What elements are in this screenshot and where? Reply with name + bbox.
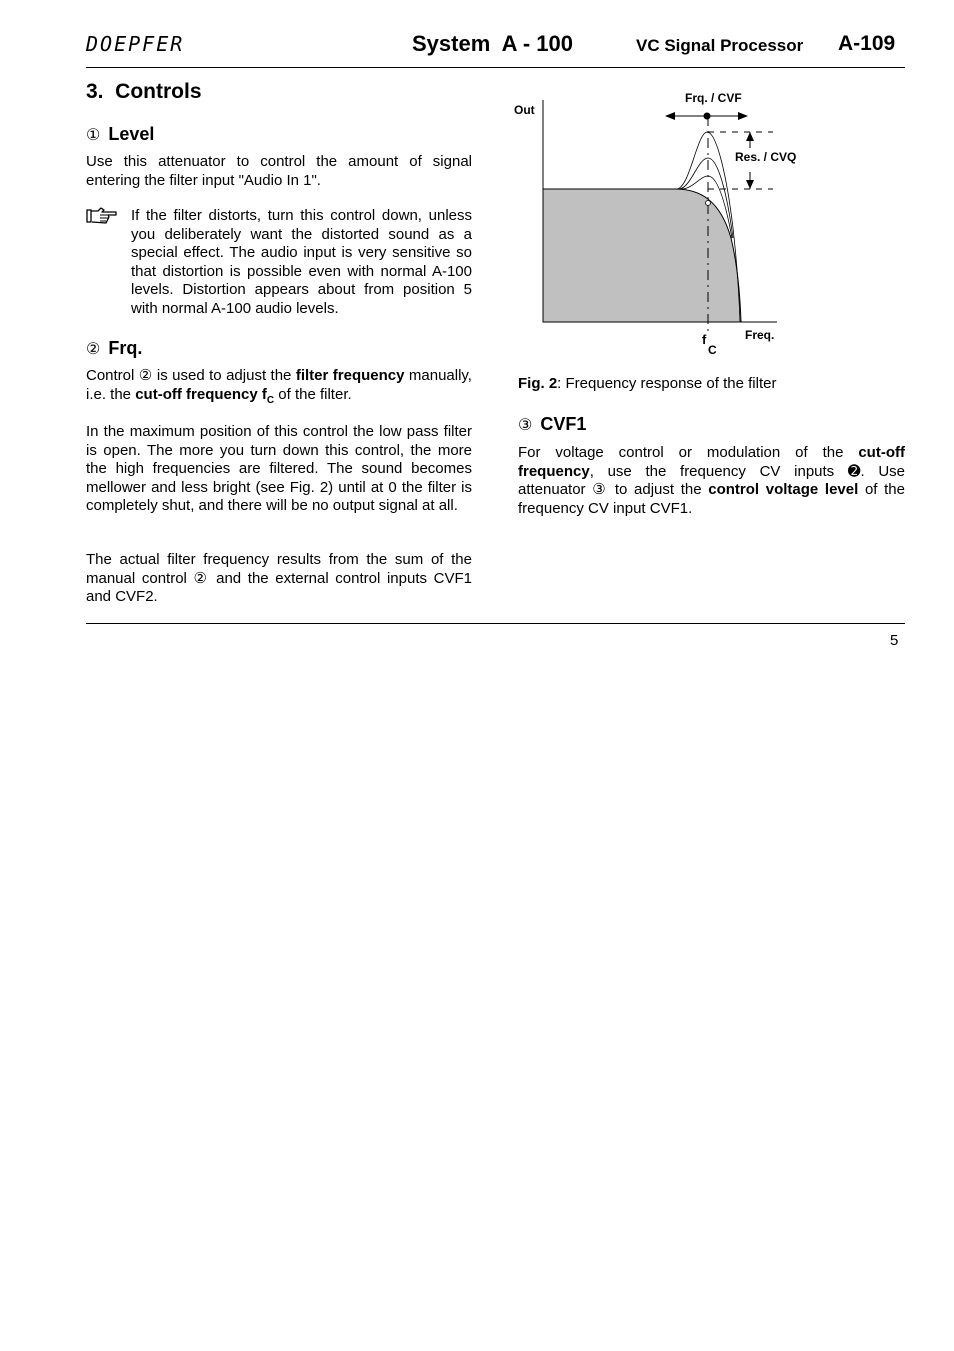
system-title: System A - 100	[412, 31, 574, 56]
footer-rule	[86, 623, 905, 624]
cvf1-title: CVF1	[540, 414, 587, 434]
frequency-response-figure	[505, 88, 805, 363]
label-fc: f	[702, 332, 707, 347]
level-note: If the filter distorts, turn this control down, unless you deliberately want the distorted sound as a special effect. The audio input is very sensitive so that distortion is possible even with normal A-100 levels. Distortion appears about from position 5 with normal A-100 audio levels.	[131, 207, 472, 317]
doepfer-logo: DOEPFER	[86, 32, 185, 56]
frq-arrow-right-icon	[738, 112, 748, 120]
cvf1-heading	[518, 414, 586, 435]
res-arrow-up-icon	[746, 132, 754, 141]
frq-arrow-left-icon	[665, 112, 675, 120]
frq-number: ②	[86, 341, 101, 358]
label-res-cvq: Res. / CVQ	[735, 150, 797, 164]
pointing-hand-icon	[86, 207, 118, 225]
frq-heading	[86, 338, 142, 359]
header-rule	[86, 67, 905, 68]
page-number: 5	[890, 632, 899, 649]
label-fc-sub: C	[708, 343, 717, 357]
cvf1-number: ③	[518, 417, 533, 434]
frq-title: Frq.	[108, 338, 143, 358]
label-frq-cvf: Frq. / CVF	[685, 91, 742, 105]
frq-paragraph-2: In the maximum position of this control the low pass filter is open. The more you turn down this control, the more the high frequencies are filtered. The sound becomes mellower and less bright (see Fig. 2) until at 0 the filter is completely shut, and there will be no output signal at all.	[86, 423, 472, 514]
res-arrow-down-icon	[746, 180, 754, 189]
section-title: 3. Controls	[86, 80, 202, 103]
module-number: A-109	[838, 32, 896, 55]
filter-response-area	[543, 189, 741, 322]
cutoff-point	[706, 201, 711, 206]
level-number: ①	[86, 127, 101, 144]
level-heading	[86, 124, 154, 145]
label-freq: Freq.	[745, 328, 775, 342]
label-out: Out	[514, 103, 535, 117]
figure-caption: Fig. 2: Frequency response of the filter	[518, 375, 777, 392]
cvf1-paragraph: For voltage control or modulation of the cut-off frequency, use the frequency CV inputs ➋. Use attenuator ③ to adjust the control voltage level of the frequency CV input CVF1.	[518, 444, 905, 517]
frq-center-dot	[704, 113, 711, 120]
frq-paragraph-3: The actual filter frequency results from the sum of the manual control ② and the external control inputs CVF1 and CVF2.	[86, 551, 472, 605]
level-text: Use this attenuator to control the amount of signal entering the filter input "Audio In 1".	[86, 153, 472, 189]
frq-paragraph-1: Control ② is used to adjust the filter frequency manually, i.e. the cut-off frequency $f_C$ of the filter.	[86, 367, 472, 406]
module-name: VC Signal Processor	[636, 36, 804, 55]
level-title: Level	[108, 124, 155, 144]
